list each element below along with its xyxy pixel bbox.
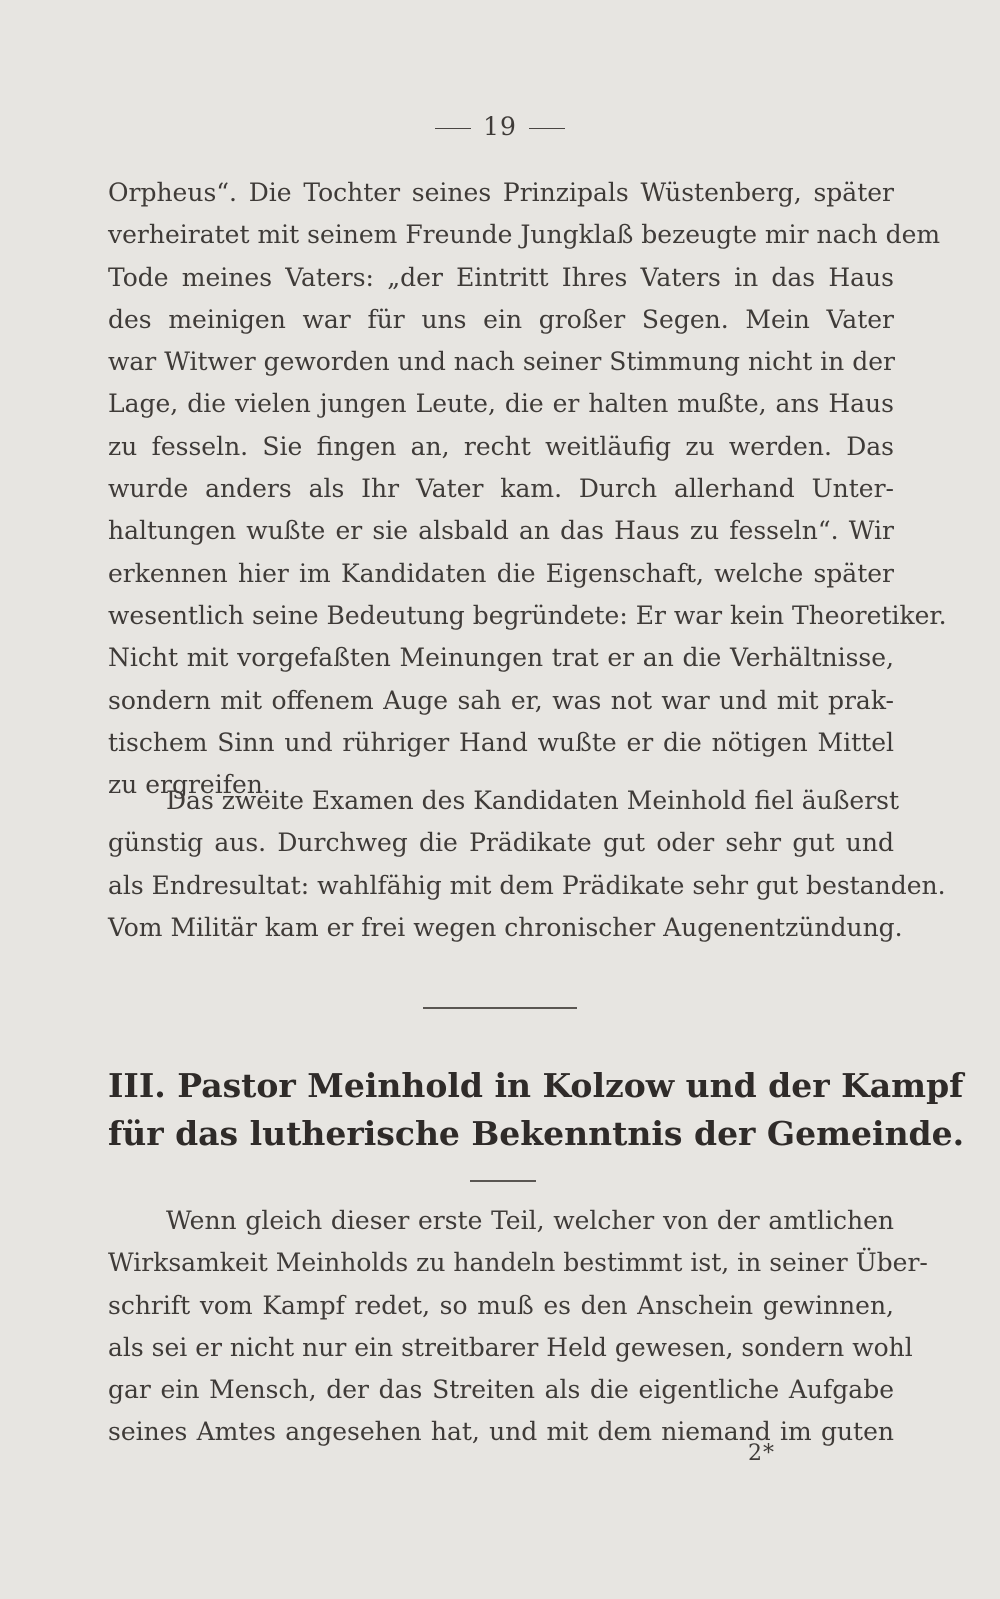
text-line: Wenn gleich dieser erste Teil, welcher von der amtlichen bbox=[166, 1206, 894, 1235]
text-line: des meinigen war für uns ein großer Segen. Mein Vater bbox=[108, 304, 894, 334]
page-header bbox=[0, 112, 1000, 141]
text-line: wurde anders als Ihr Vater kam. Durch allerhand Unter- bbox=[108, 474, 894, 504]
paragraph-orpheus bbox=[108, 172, 947, 806]
text-line: zu ergreifen. bbox=[108, 770, 271, 800]
text-line: Wirksamkeit Meinholds zu handeln bestimmt ist, in seiner Über- bbox=[108, 1248, 928, 1278]
text-line: Vom Militär kam er frei wegen chronischer Augenentzündung. bbox=[108, 912, 903, 942]
text-line: war Witwer geworden und nach seiner Stimmung nicht in der bbox=[108, 347, 895, 377]
text-line: Tode meines Vaters: „der Eintritt Ihres Vaters in das Haus bbox=[108, 262, 894, 292]
text-line: erkennen hier im Kandidaten die Eigenschaft, welche später bbox=[108, 558, 894, 588]
text-line: Lage, die vielen jungen Leute, die er halten mußte, ans Haus bbox=[108, 389, 894, 419]
text-line: Orpheus“. Die Tochter seines Prinzipals Wüstenberg, später bbox=[108, 178, 894, 207]
paragraph-examen bbox=[108, 780, 946, 949]
text-line: als sei er nicht nur ein streitbarer Held gewesen, sondern wohl bbox=[108, 1332, 913, 1362]
text-line: Das zweite Examen des Kandidaten Meinhold fiel äußerst bbox=[166, 786, 900, 815]
text-line: sondern mit offenem Auge sah er, was not war und mit prak- bbox=[108, 685, 894, 715]
text-line: tischem Sinn und rühriger Hand wußte er die nötigen Mittel bbox=[108, 727, 894, 757]
page-number: 19 bbox=[483, 112, 517, 141]
section-divider bbox=[423, 1007, 577, 1009]
chapter-heading-line-2: für das lutherische Bekenntnis der Gemeinde. bbox=[108, 1114, 965, 1153]
text-line: seines Amtes angesehen hat, und mit dem niemand im guten bbox=[108, 1417, 894, 1447]
text-line: haltungen wußte er sie alsbald an das Haus zu fesseln“. Wir bbox=[108, 516, 894, 546]
text-line: wesentlich seine Bedeutung begründete: Er war kein Theoretiker. bbox=[108, 600, 947, 630]
text-line: günstig aus. Durchweg die Prädikate gut oder sehr gut und bbox=[108, 828, 894, 858]
chapter-heading bbox=[108, 1062, 965, 1158]
text-line: gar ein Mensch, der das Streiten als die eigentliche Aufgabe bbox=[108, 1375, 894, 1405]
text-line: verheiratet mit seinem Freunde Jungklaß bezeugte mir nach dem bbox=[108, 220, 941, 250]
printer-signature-mark: 2* bbox=[748, 1441, 775, 1466]
header-dash-left bbox=[435, 128, 471, 130]
paragraph-chapter-intro bbox=[108, 1200, 928, 1454]
text-line: Nicht mit vorgefaßten Meinungen trat er an die Verhältnisse, bbox=[108, 643, 894, 673]
heading-divider bbox=[470, 1180, 536, 1182]
text-line: zu fesseln. Sie fingen an, recht weitläufig zu werden. Das bbox=[108, 431, 894, 461]
header-dash-right bbox=[529, 128, 565, 130]
text-line: als Endresultat: wahlfähig mit dem Prädikate sehr gut bestanden. bbox=[108, 870, 946, 900]
chapter-heading-line-1: III. Pastor Meinhold in Kolzow und der Kampf bbox=[108, 1066, 964, 1105]
text-line: schrift vom Kampf redet, so muß es den Anschein gewinnen, bbox=[108, 1290, 894, 1320]
